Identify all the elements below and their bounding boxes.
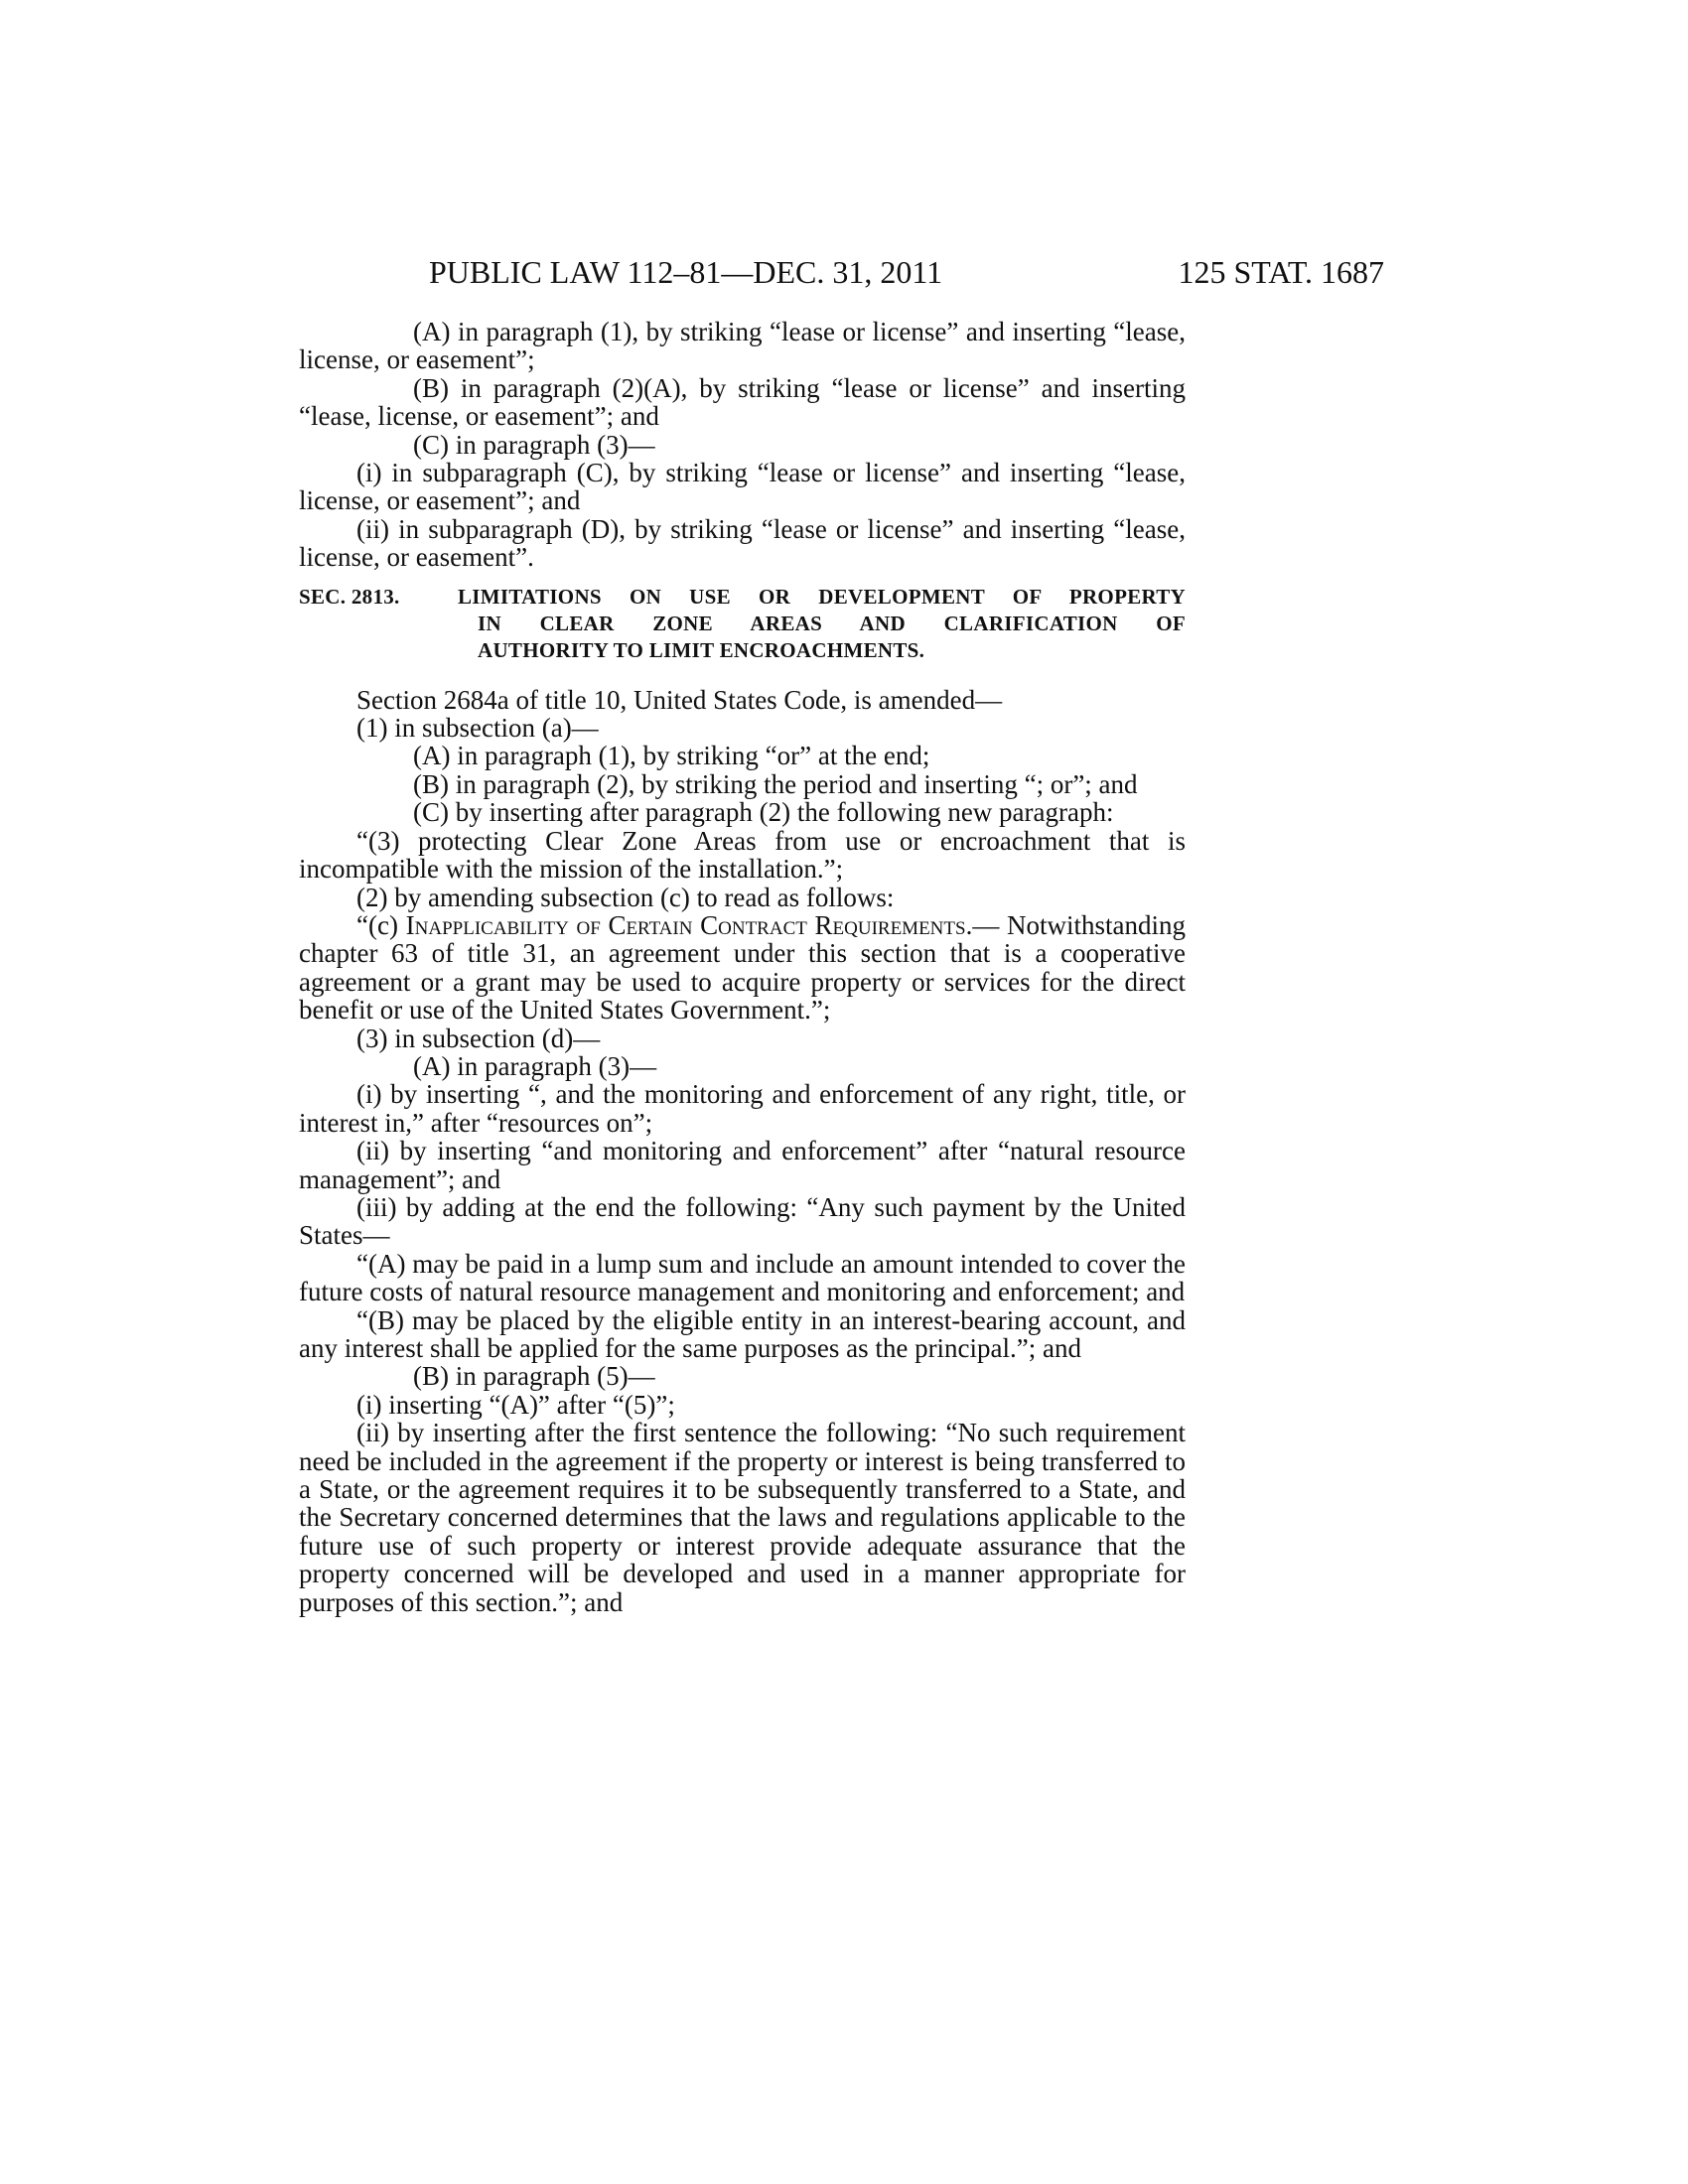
subsection-c-text — [299, 911, 1186, 1024]
amendment-paragraph: (i) by inserting “, and the monitoring and enforcement of any right, title, or interest in,” after “resources on”; — [299, 1079, 1186, 1138]
amendment-list-1 — [299, 318, 1186, 572]
amendment-paragraph: (A) in paragraph (1), by striking “lease or license” and inserting “lease, license, or easement”; — [299, 317, 1186, 375]
amendment-paragraph: (B) in paragraph (2)(A), by striking “lease or license” and inserting “lease, license, or easement”; and — [299, 372, 1186, 432]
amendment-paragraph: “(3) protecting Clear Zone Areas from use or encroachment that is incompatible with the mission of the installation.”; — [299, 825, 1186, 885]
amendment-paragraph: (A) in paragraph (1), by striking “or” at the end; — [413, 741, 930, 771]
section-number: SEC. 2813. — [299, 584, 400, 609]
amendment-paragraph: Section 2684a of title 10, United States Code, is amended— — [356, 684, 1003, 715]
amendment-paragraph: “(A) may be paid in a lump sum and include an amount intended to cover the future costs of natural resource management and monitoring and enforcement; and — [299, 1248, 1186, 1307]
section-title-line3: AUTHORITY TO LIMIT ENCROACHMENTS. — [478, 637, 925, 662]
amendment-paragraph: (B) in paragraph (5)— — [413, 1361, 655, 1392]
amendment-paragraph: (iii) by adding at the end the following: “Any such payment by the United States— — [299, 1191, 1186, 1251]
section-title-line1: LIMITATIONS ON USE OR DEVELOPMENT OF PROPERTY — [458, 584, 1186, 609]
stat-page-number: 125 STAT. 1687 — [1178, 254, 1384, 290]
amendment-paragraph: (ii) in subparagraph (D), by striking “lease or license” and inserting “lease, license, or easement”. — [299, 513, 1186, 573]
running-head: PUBLIC LAW 112–81—DEC. 31, 2011 — [429, 254, 943, 290]
amendment-list-2 — [299, 686, 1186, 911]
amendment-paragraph: (ii) by inserting after the first sentence the following: “No such requirement need be included in the agreement if the property or interest is being transferred to a State, or the agreement requires it to be subsequently transferred to a State, and the Secretary concerned determines that the laws and regulations applicable to the future use of such property or interest provide adequate assurance that the property concerned will be developed and used in a manner appropriate for purposes of this section.”; and — [299, 1418, 1186, 1617]
page-body — [299, 318, 1186, 1616]
amendment-paragraph: (2) by amending subsection (c) to read as follows: — [356, 882, 895, 912]
subsection-c-lead: “(c) — [356, 909, 406, 940]
amendment-list-3 — [299, 1024, 1186, 1617]
amendment-paragraph: (C) by inserting after paragraph (2) the following new paragraph: — [413, 797, 1114, 828]
amendment-paragraph: “(B) may be placed by the eligible entity in an interest-bearing account, and any interest shall be applied for the same purposes as the principal.”; and — [299, 1304, 1186, 1363]
section-heading — [299, 584, 1186, 664]
amendment-paragraph: (C) in paragraph (3)— — [413, 429, 655, 460]
amendment-paragraph: (3) in subsection (d)— — [356, 1023, 601, 1053]
amendment-paragraph: (i) in subparagraph (C), by striking “lease or license” and inserting “lease, license, or easement”; and — [299, 458, 1186, 516]
section-title-line2: IN CLEAR ZONE AREAS AND CLARIFICATION OF — [478, 611, 1186, 635]
amendment-paragraph: (ii) by inserting “and monitoring and enforcement” after “natural resource management”; and — [299, 1136, 1186, 1194]
amendment-paragraph: (1) in subsection (a)— — [356, 713, 599, 744]
amendment-paragraph: (i) inserting “(A)” after “(5)”; — [356, 1389, 675, 1420]
amendment-paragraph: (A) in paragraph (3)— — [413, 1050, 657, 1081]
page-header — [299, 250, 1384, 294]
subsection-c-body: — Notwithstanding chapter 63 of title 31, an agreement under this section that is a cooperative agreement or a grant may be used to acquire property or services for the direct benefit or use of the United States Government.”; — [299, 909, 1187, 1025]
subsection-c-caption: Inapplicability of Certain Contract Requirements. — [405, 909, 973, 940]
amendment-paragraph: (B) in paragraph (2), by striking the period and inserting “; or”; and — [413, 768, 1138, 799]
